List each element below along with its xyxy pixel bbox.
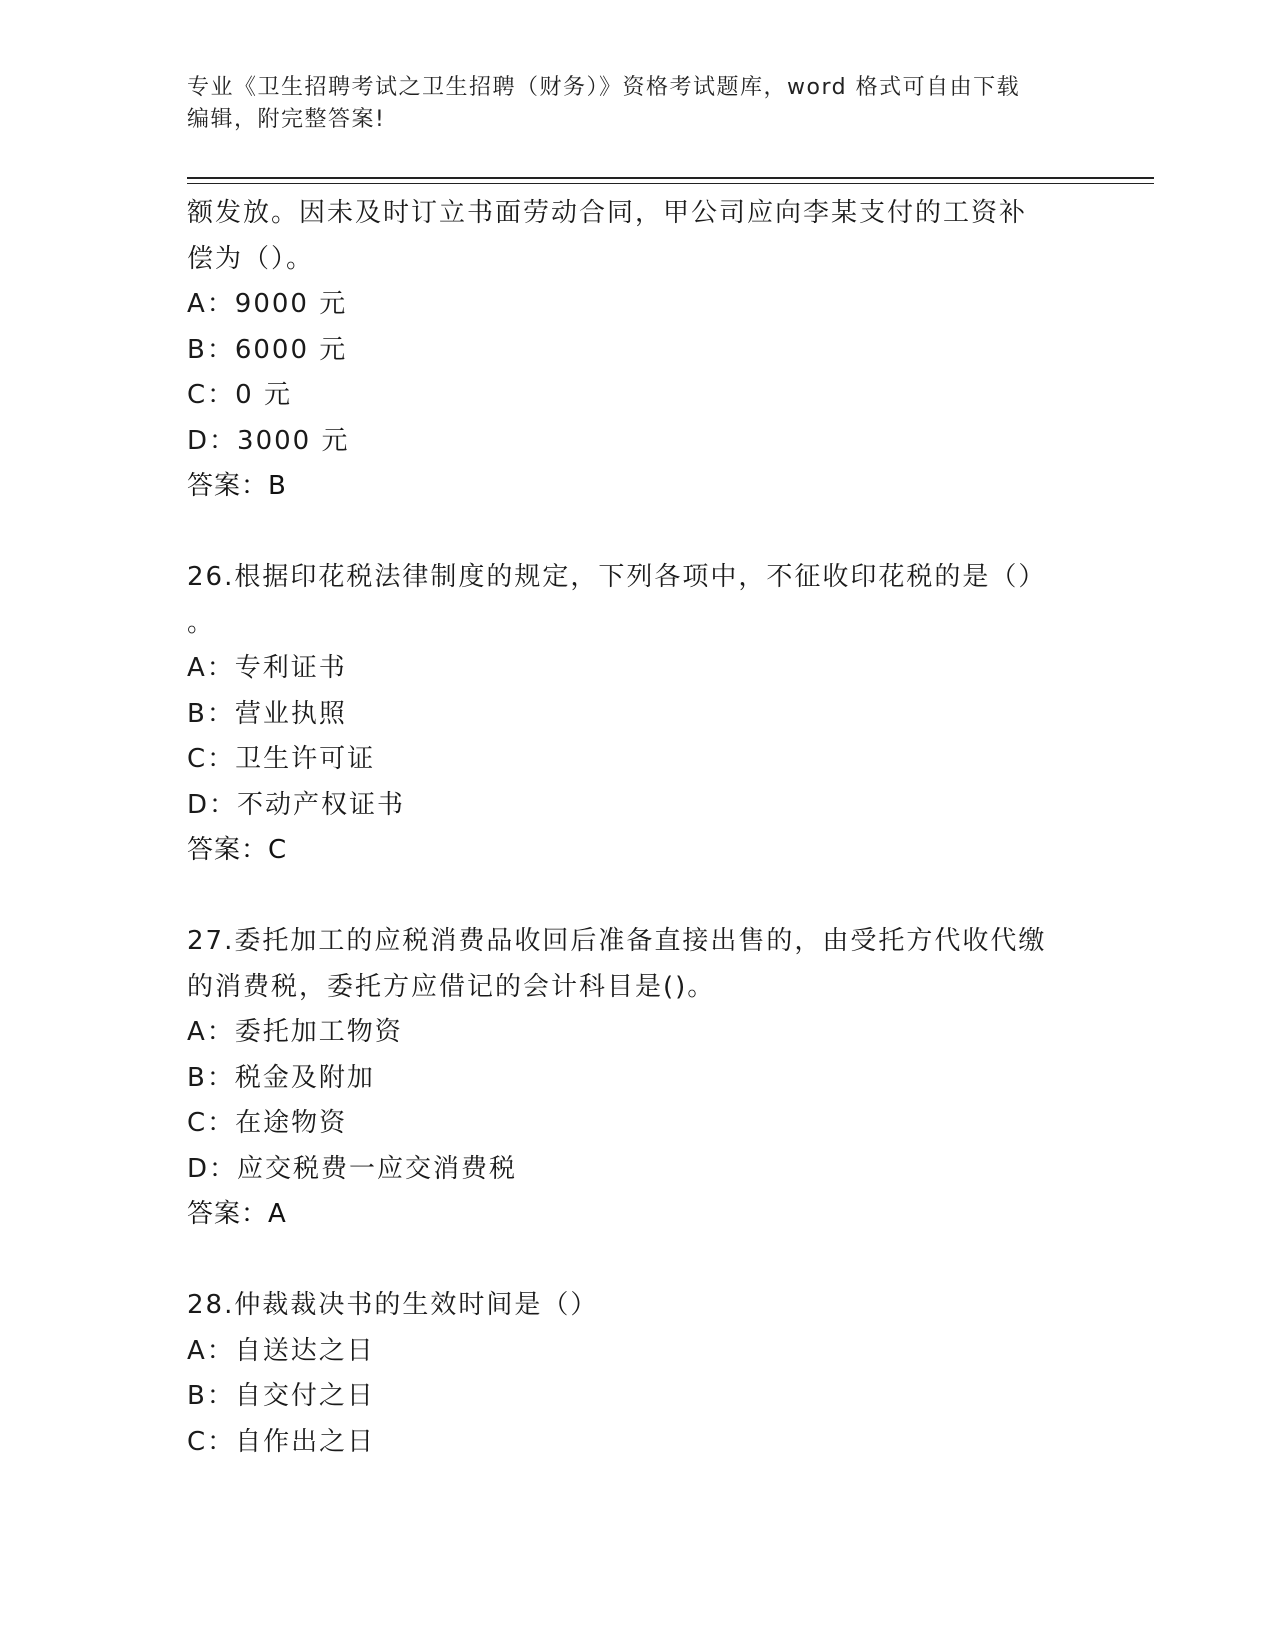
option-b: B：税金及附加	[187, 1062, 375, 1093]
header-line-2: 编辑，附完整答案!	[187, 107, 386, 132]
question-stem-line: 偿为（）。	[187, 243, 315, 274]
question-list	[187, 191, 1087, 1465]
question-spacer	[187, 1238, 1087, 1284]
option-b: B：自交付之日	[187, 1381, 375, 1411]
answer-line: 答案：A	[187, 1199, 287, 1229]
question-26	[187, 555, 1087, 874]
question-spacer	[187, 874, 1087, 920]
option-a: A：委托加工物资	[187, 1017, 403, 1047]
question-stem-line: 28.仲裁裁决书的生效时间是（）	[187, 1290, 599, 1320]
question-25-continued	[187, 191, 1087, 510]
option-c: C：卫生许可证	[187, 744, 376, 774]
document-header	[187, 72, 1087, 136]
option-a: A：9000 元	[187, 289, 348, 319]
answer-line: 答案：C	[187, 835, 288, 865]
option-c: C：0 元	[187, 380, 292, 410]
question-spacer	[187, 510, 1087, 556]
option-c: C：在途物资	[187, 1108, 348, 1138]
option-b: B：营业执照	[187, 698, 347, 729]
option-a: A：专利证书	[187, 653, 347, 683]
header-divider-top	[187, 177, 1154, 179]
option-d: D：不动产权证书	[187, 789, 406, 820]
option-a: A：自送达之日	[187, 1335, 375, 1366]
question-stem-line: 。	[187, 607, 216, 638]
question-stem-line: 27.委托加工的应税消费品收回后准备直接出售的，由受托方代收代缴	[187, 926, 1047, 956]
header-line-1: 专业《卫生招聘考试之卫生招聘（财务）》资格考试题库，word 格式可自由下载	[187, 75, 1021, 100]
question-stem-line: 的消费税，委托方应借记的会计科目是()。	[187, 971, 716, 1002]
option-c: C：自作出之日	[187, 1426, 376, 1457]
option-d: D：应交税费一应交消费税	[187, 1153, 518, 1184]
question-stem-line: 额发放。因未及时订立书面劳动合同，甲公司应向李某支付的工资补	[187, 198, 1028, 228]
question-27	[187, 919, 1087, 1238]
header-divider-bottom	[187, 183, 1154, 184]
question-28	[187, 1283, 1087, 1465]
question-stem-line: 26.根据印花税法律制度的规定，下列各项中，不征收印花税的是（）	[187, 562, 1047, 592]
answer-line: 答案：B	[187, 471, 287, 501]
option-b: B：6000 元	[187, 334, 348, 365]
option-d: D：3000 元	[187, 425, 350, 456]
